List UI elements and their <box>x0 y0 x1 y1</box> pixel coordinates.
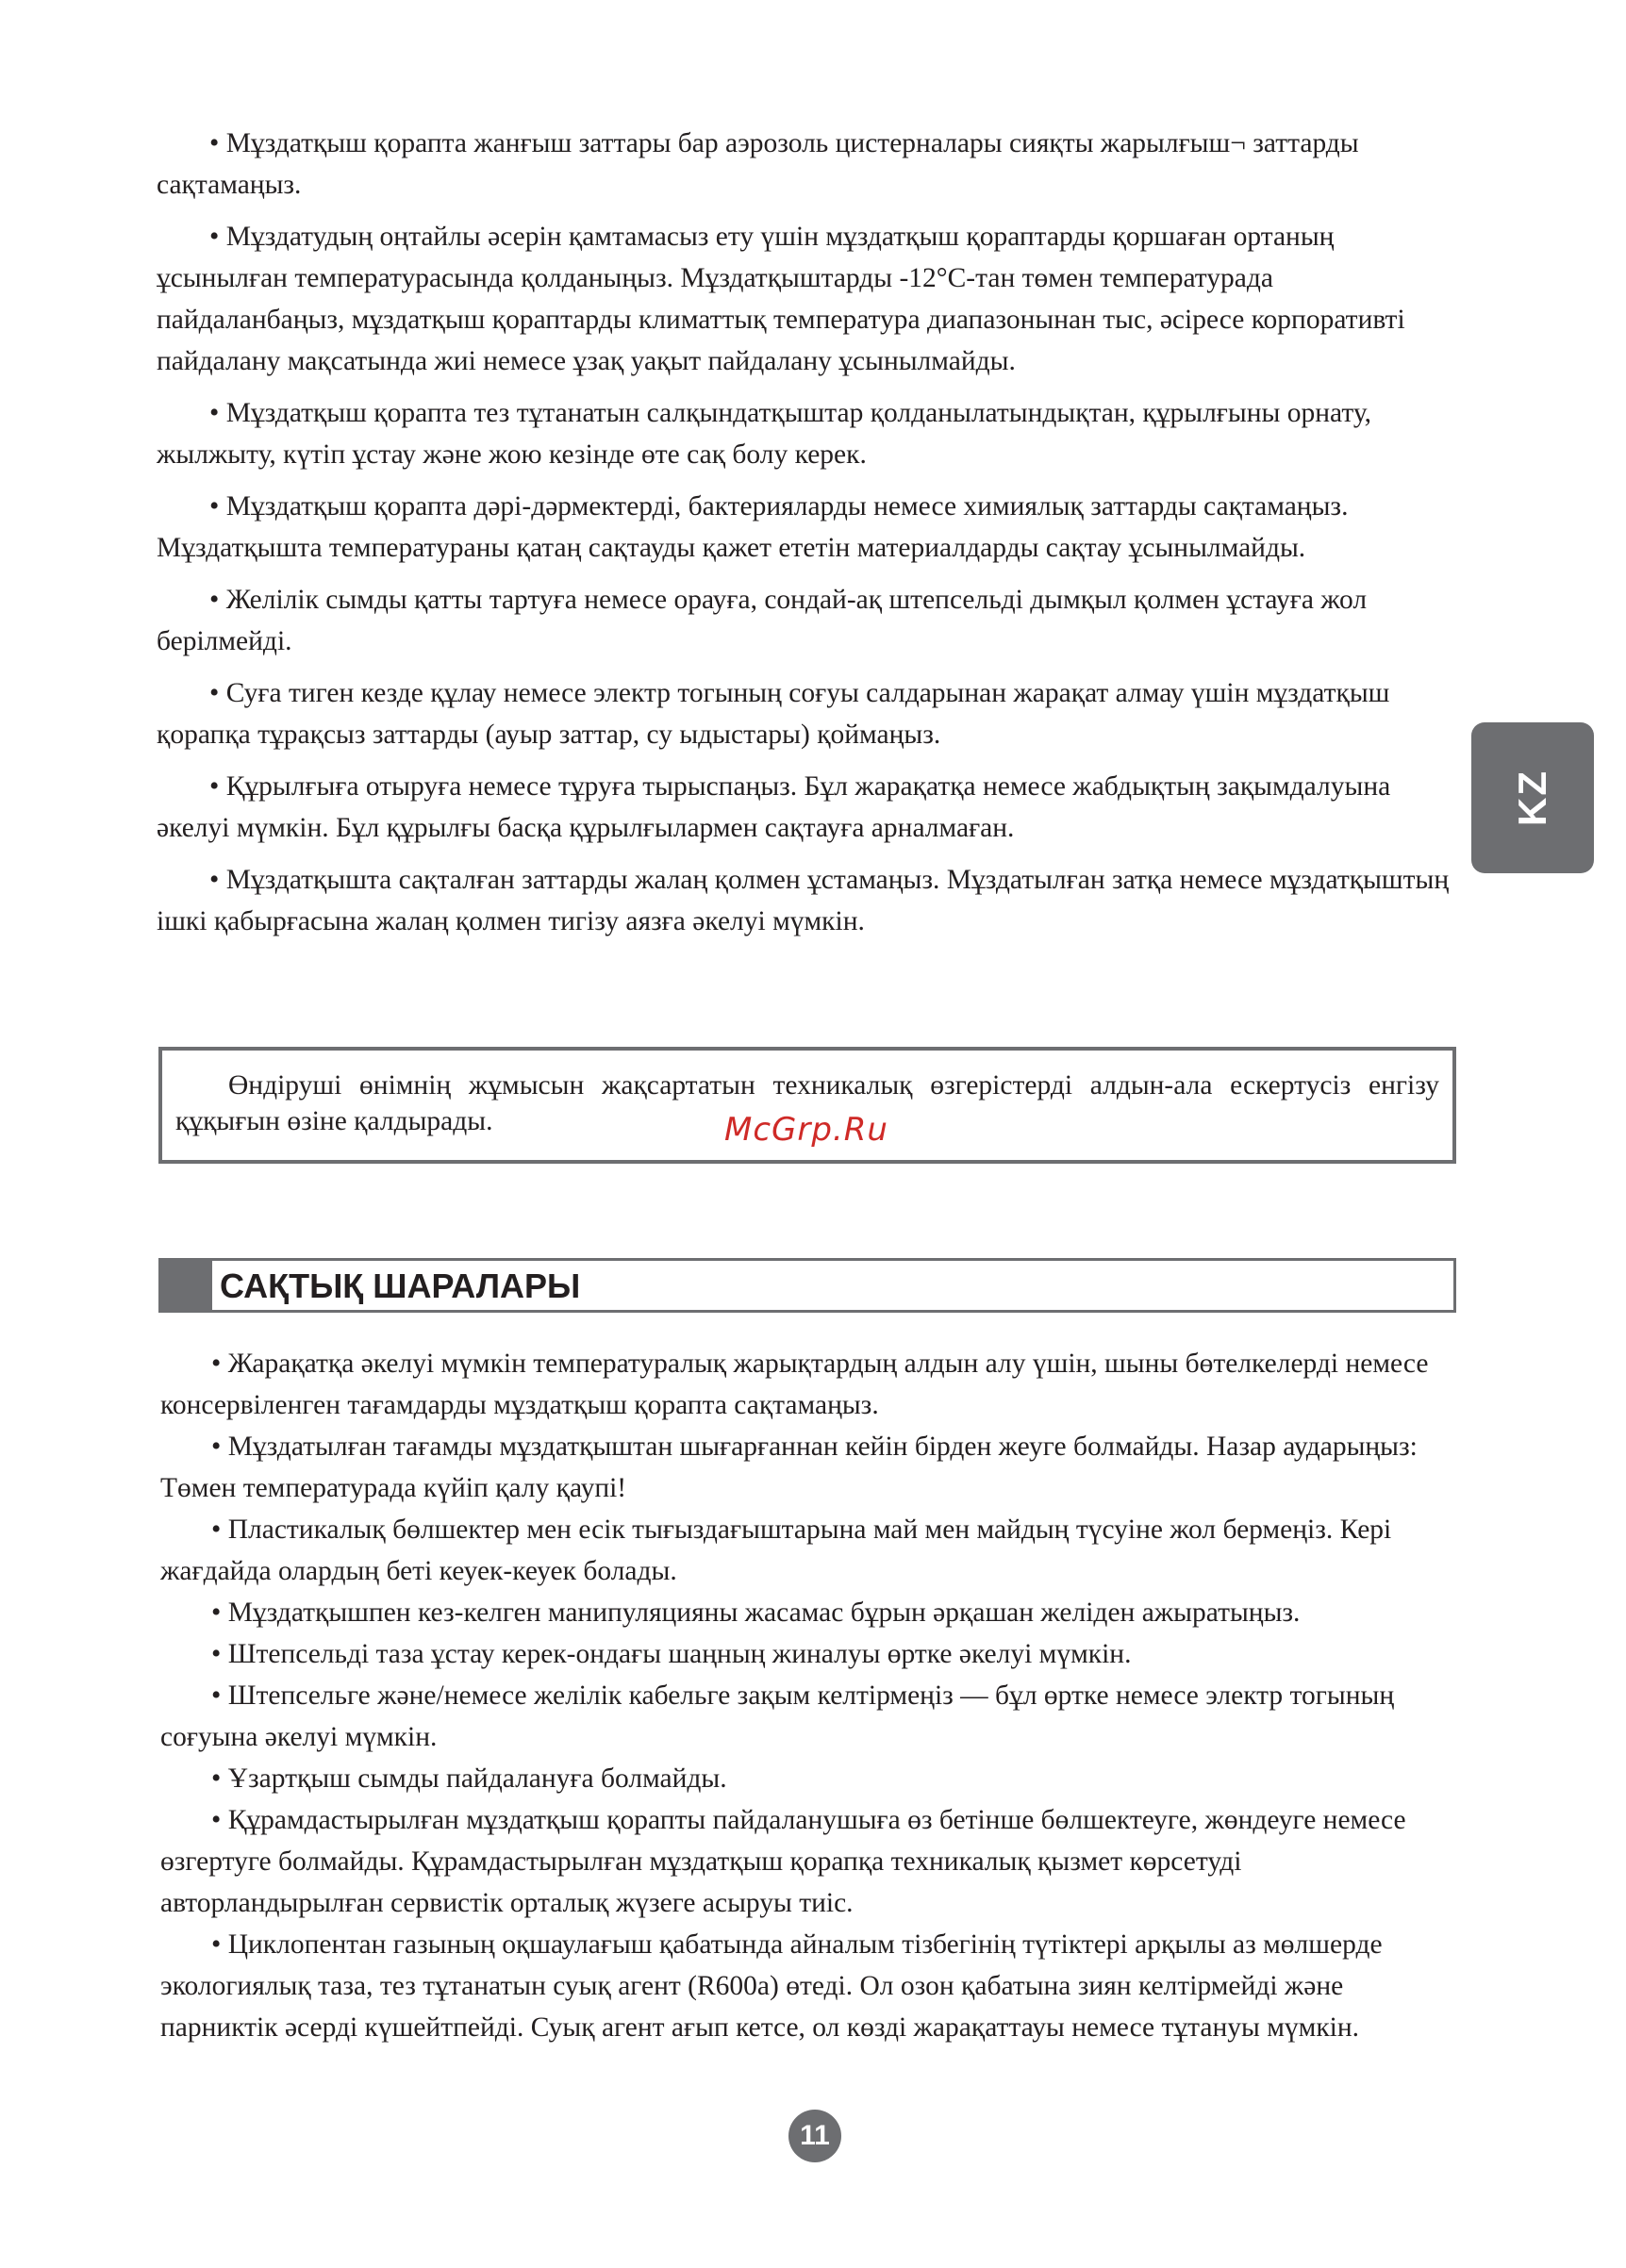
warning-paragraph: • Мұздатқыш қорапта дәрі-дәрмектерді, бактерияларды немесе химиялық заттарды сақтамаңыз. Мұздатқышта температураны қатаң сақтауды қажет ететін материалдарды сақтау ұсынылмайды. <box>157 491 1349 563</box>
precaution-paragraph: • Пластикалық бөлшектер мен есік тығыздағыштарына май мен майдың түсуіне жол бермеңіз. Кері жағдайда олардың беті кеуек-кеуек болады. <box>160 1515 1392 1586</box>
section-title: САҚТЫҚ ШАРАЛАРЫ <box>220 1266 581 1305</box>
warning-paragraph: • Мұздатқыш қорапта жанғыш заттары бар аэрозоль цистерналары сияқты жарылғыш¬ заттарды сақтамаңыз. <box>157 128 1359 200</box>
section-header-bar <box>161 1261 212 1310</box>
precaution-paragraph: • Жарақатқа әкелуі мүмкін температуралық жарықтардың алдын алу үшін, шыны бөтелкелерді немесе консервіленген тағамдарды мұздатқыш қорапта сақтамаңыз. <box>160 1349 1429 1420</box>
watermark: McGrp.Ru <box>724 1111 888 1149</box>
precaution-paragraph: • Ұзартқыш сымды пайдалануға болмайды. <box>211 1763 727 1794</box>
precaution-paragraph: • Штепсельді таза ұстау керек-ондағы шаңның жиналуы өртке әкелуі мүмкін. <box>211 1639 1132 1669</box>
warning-paragraph: • Мұздатқышта сақталған заттарды жалаң қолмен ұстамаңыз. Мұздатылған затқа немесе мұздатқыштың ішкі қабырғасына жалаң қолмен тигізу аязға әкелуі мүмкін. <box>157 865 1450 936</box>
language-tab <box>1471 722 1594 873</box>
precaution-paragraph: • Штепсельге және/немесе желілік кабельге зақым келтірмеңіз — бұл өртке немесе электр тогының соғуына әкелуі мүмкін. <box>160 1680 1395 1752</box>
precautions-list <box>160 1343 1462 2048</box>
warnings-list <box>157 123 1458 952</box>
warning-paragraph: • Құрылғыға отыруға немесе тұруға тырыспаңыз. Бұл жарақатқа немесе жабдықтың зақымдалуына әкелуі мүмкін. Бұл құрылғы басқа құрылғылармен сақтауға арналмаған. <box>157 771 1391 843</box>
warning-paragraph: • Суға тиген кезде құлау немесе электр тогының соғуы салдарынан жарақат алмау үшін мұздатқыш қорапқа тұрақсыз заттарды (ауыр заттар, су ыдыстары) қоймаңыз. <box>157 678 1390 750</box>
precaution-paragraph: • Мұздатылған тағамды мұздатқыштан шығарғаннан кейін бірден жеуге болмайды. Назар аударыңыз: Төмен температурада күйіп қалу қаупі! <box>160 1432 1418 1503</box>
warning-paragraph: • Мұздатқыш қорапта тез тұтанатын салқындатқыштар қолданылатындықтан, құрылғыны орнату, жылжыту, күтіп ұстау және жою кезінде өте сақ болу керек. <box>157 398 1371 470</box>
precaution-paragraph: • Мұздатқышпен кез-келген манипуляцияны жасамас бұрын әрқашан желіден ажыратыңыз. <box>211 1598 1301 1628</box>
precaution-paragraph: • Циклопентан газының оқшаулағыш қабатында айналым тізбегінің түтіктері арқылы аз мөлшерде экологиялық таза, тез тұтанатын суық агент (R600a) өтеді. Ол озон қабатына зиян келтірмейді және парниктік әсерді күшейтпейді. Суық агент ағып кетсе, ол көзді жарақаттауы немесе тұтануы мүмкін. <box>160 1929 1383 2043</box>
warning-paragraph: • Желілік сымды қатты тартуға немесе орауға, сондай-ақ штепсельді дымқыл қолмен ұстауға жол берілмейді. <box>157 585 1368 656</box>
warning-paragraph: • Мұздатудың оңтайлы әсерін қамтамасыз ету үшін мұздатқыш қораптарды қоршаған ортаның ұсынылған температурасында қолданыңыз. Мұздатқыштарды -12°С-тан төмен температурада пайдаланбаңыз, мұздатқыш қораптарды климаттық температура диапазонынан тыс, әсіресе корпоративті пайдалану мақсатында жиі немесе ұзақ уақыт пайдалану ұсынылмайды. <box>157 222 1405 376</box>
precaution-paragraph: • Құрамдастырылған мұздатқыш қорапты пайдаланушыға өз бетінше бөлшектеуге, жөндеуге немесе өзгертуге болмайды. Құрамдастырылған мұздатқыш қорапқа техникалық қызмет көрсетуді авторландырылған сервистік орталық жүзеге асыруы тиіс. <box>160 1805 1406 1918</box>
section-header <box>158 1258 1456 1313</box>
manufacturer-notice: Өндіруші өнімнің жұмысын жақсартатын техникалық өзгерістерді алдын-ала ескертусіз енгізу құқығын өзіне қалдырады. <box>175 1070 1439 1136</box>
language-tab-label: KZ <box>1510 770 1554 826</box>
page-number: 11 <box>788 2110 841 2162</box>
